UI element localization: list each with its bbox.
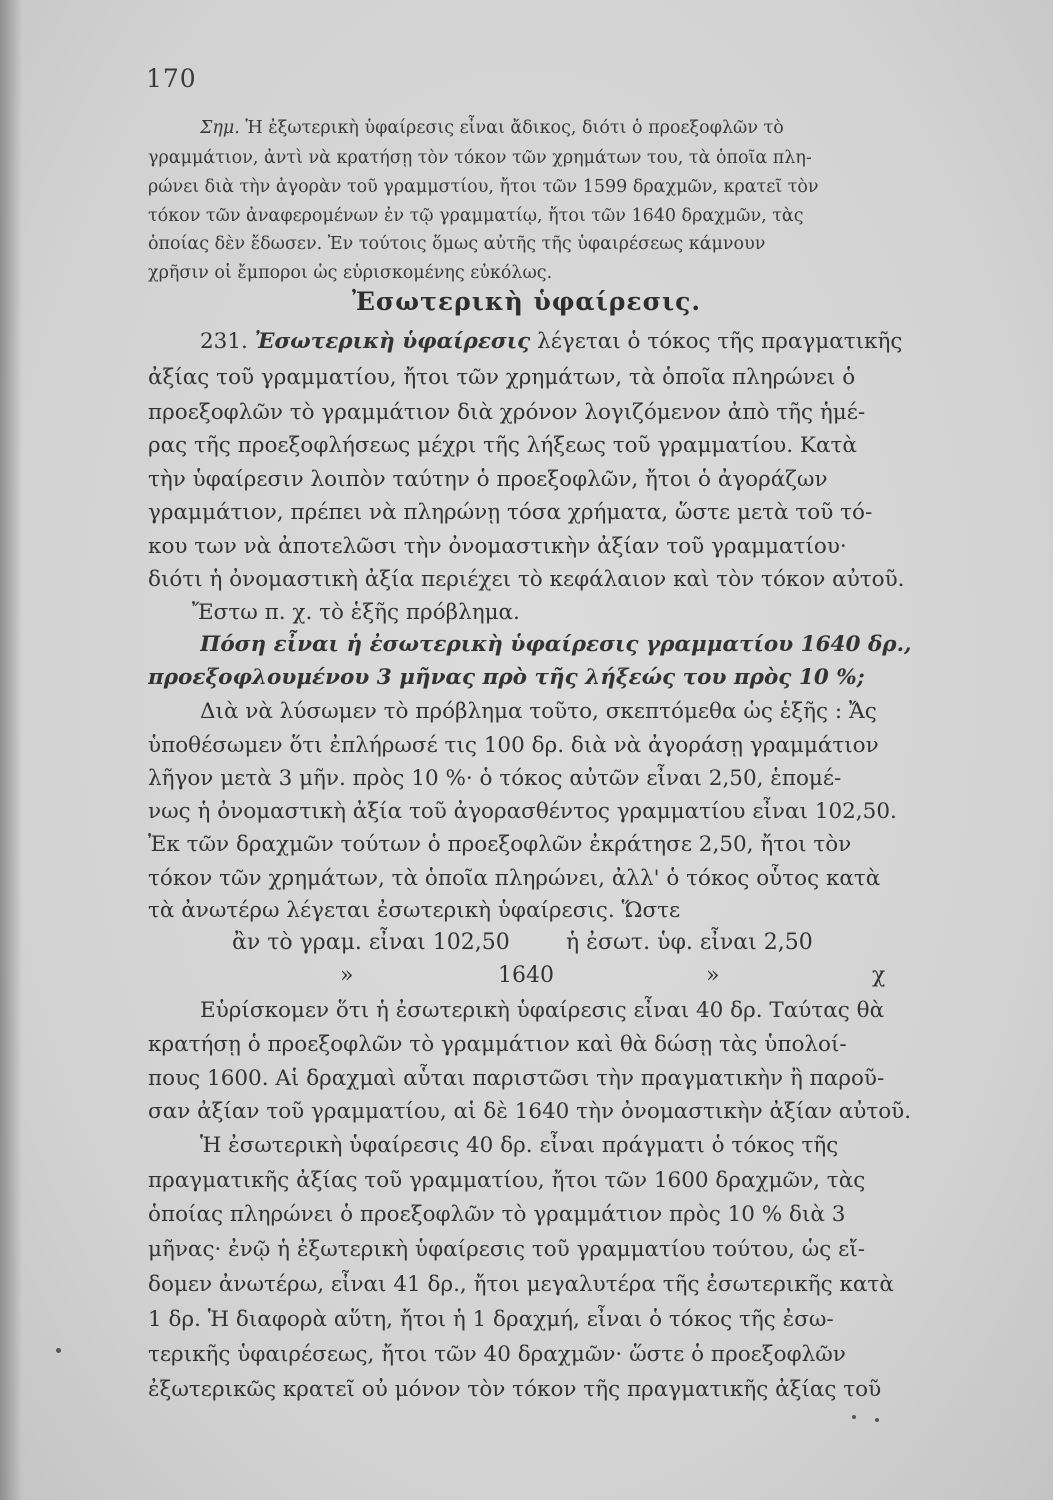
para231-line-2: ἀξίας τοῦ γραμματίου, ἤτοι τῶν χρημάτων, τὰ ὁποῖα πληρώνει ὁ [148,365,856,390]
para231-line-1 [200,327,1043,357]
print-speck [56,1348,61,1353]
note-text: Ἡ ἐξωτερικὴ ὑφαίρεσις εἶναι ἄδικος, διότι ὁ προεξοφλῶν τὸ [245,118,784,138]
para231-line-3: προεξοφλῶν τὸ γραμμάτιον διὰ χρόνον λογιζόμενον ἀπὸ τῆς ἡμέ- [148,400,866,425]
proportion-row1-left: ἂν τὸ γραμ. εἶναι 102,50 [232,930,510,955]
proportion-row2-mark1: » [340,963,354,988]
print-speck [875,1418,879,1422]
note-label: Σημ. [200,118,240,138]
solution-line-3: λῆγον μετὰ 3 μῆν. πρὸς 10 %· ὁ τόκος αὐτῶν εἶναι 2,50, ἑπομέ- [148,766,842,791]
solution-line-6: τόκον τῶν χρημάτων, τὰ ὁποῖα πληρώνει, ἀλλ' ὁ τόκος οὗτος κατὰ [148,866,881,891]
para-number: 231. [200,329,248,354]
result-line-4: σαν ἀξίαν τοῦ γραμματίου, αἱ δὲ 1640 τὴν ὀνομαστικὴν ἀξίαν αὐτοῦ. [148,1099,912,1124]
print-speck [852,1415,856,1419]
solution-line-1: Διὰ νὰ λύσωμεν τὸ πρόβλημα τοῦτο, σκεπτόμεθα ὡς ἑξῆς : Ἄς [200,699,877,724]
para231-line-5: τὴν ὑφαίρεσιν λοιπὸν ταύτην ὁ προεξοφλῶν, ἤτοι ὁ ἀγοράζων [148,467,828,492]
note-line-1 [200,113,1043,143]
para231-line-4: ρας τῆς προεξοφλήσεως μέχρι τῆς λήξεως τοῦ γραμματίου. Κατὰ [148,433,857,458]
proportion-row2-value: 1640 [498,963,554,988]
result-line-7: ὁποίας πληρώνει ὁ προεξοφλῶν τὸ γραμμάτιον πρὸς 10 % διὰ 3 [148,1202,846,1227]
solution-line-2: ὑποθέσωμεν ὅτι ἐπλήρωσέ τις 100 δρ. διὰ νὰ ἀγοράσῃ γραμμάτιον [148,733,879,758]
note-line-6: χρῆσιν οἱ ἔμποροι ὡς εὑρισκομένης εὐκόλως. [148,263,553,283]
note-line-3: ρώνει διὰ τὴν ἀγορὰν τοῦ γραμμστίου, ἤτοι τῶν 1599 δραχμῶν, κρατεῖ τὸν [148,177,819,197]
solution-line-4: νως ἡ ὀνομαστικὴ ἀξία τοῦ ἀγορασθέντος γραμματίου εἶναι 102,50. [148,799,897,824]
result-line-9: δομεν ἀνωτέρω, εἶναι 41 δρ., ἤτοι μεγαλυτέρα τῆς ἐσωτερικῆς κατὰ [148,1272,894,1297]
proportion-row2-unknown: χ [872,963,886,988]
result-line-5: Ἡ ἐσωτερικὴ ὑφαίρεσις 40 δρ. εἶναι πράγματι ὁ τόκος τῆς [200,1133,839,1158]
note-line-4: τόκον τῶν ἀναφερομένων ἐν τῷ γραμματίῳ, ἤτοι τῶν 1640 δραχμῶν, τὰς [148,206,804,226]
solution-line-7: τὰ ἀνωτέρω λέγεται ἐσωτερικὴ ὑφαίρεσις. Ὥστε [148,898,681,923]
page-number: 170 [146,64,197,93]
result-line-11: τερικῆς ὑφαιρέσεως, ἤτοι τῶν 40 δραχμῶν· ὥστε ὁ προεξοφλῶν [148,1342,846,1367]
result-line-12: ἐξωτερικῶς κρατεῖ οὐ μόνον τὸν τόκον τῆς πραγματικῆς ἀξίας τοῦ [148,1377,882,1402]
binding-shadow [0,0,22,1500]
para231-line-8: διότι ἡ ὀνομαστικὴ ἀξία περιέχει τὸ κεφάλαιον καὶ τὸν τόκον αὐτοῦ. [148,567,905,592]
result-line-3: πους 1600. Αἱ δραχμαὶ αὗται παριστῶσι τὴν πραγματικὴν ἢ παροῦ- [148,1066,885,1091]
result-line-8: μῆνας· ἐνῷ ἡ ἐξωτερικὴ ὑφαίρεσις τοῦ γραμματίου τούτου, ὡς εἴ- [148,1237,865,1262]
result-line-6: πραγματικῆς ἀξίας τοῦ γραμματίου, ἤτοι τῶν 1600 δραχμῶν, τὰς [148,1168,866,1193]
para231-line-9: Ἔστω π. χ. τὸ ἑξῆς πρόβλημα. [192,600,520,625]
problem-line-2: προεξοφλουμένου 3 μῆνας πρὸ τῆς λήξεώς του πρὸς 10 %; [148,665,865,690]
result-line-1: Εὑρίσκομεν ὅτι ἡ ἐσωτερικὴ ὑφαίρεσις εἶναι 40 δρ. Ταύτας θὰ [200,998,885,1023]
solution-line-5: Ἐκ τῶν δραχμῶν τούτων ὁ προεξοφλῶν ἐκράτησε 2,50, ἤτοι τὸν [148,832,852,857]
note-line-5: ὁποίας δὲν ἔδωσεν. Ἐν τούτοις ὅμως αὐτῆς τῆς ὑφαιρέσεως κάμνουν [148,234,766,254]
para-first-line: λέγεται ὁ τόκος τῆς πραγματικῆς [537,329,903,354]
problem-line-1: Πόση εἶναι ἡ ἐσωτερικὴ ὑφαίρεσις γραμματίου 1640 δρ., [200,632,912,657]
result-line-10: 1 δρ. Ἡ διαφορὰ αὕτη, ἤτοι ἡ 1 δραχμή, εἶναι ὁ τόκος τῆς ἐσω- [148,1307,834,1332]
proportion-row1-right: ἡ ἐσωτ. ὑφ. εἶναι 2,50 [566,930,813,955]
result-line-2: κρατήσῃ ὁ προεξοφλῶν τὸ γραμμάτιον καὶ θὰ δώσῃ τὰς ὑπολοί- [148,1032,847,1057]
para231-line-6: γραμμάτιον, πρέπει νὰ πληρώνῃ τόσα χρήματα, ὥστε μετὰ τοῦ τό- [148,500,873,525]
note-line-2: γραμμάτιον, ἀντὶ νὰ κρατήσῃ τὸν τόκον τῶν χρημάτων του, τὰ ὁποῖα πλη- [148,148,812,168]
proportion-row2-mark2: » [706,963,720,988]
section-heading: Ἐσωτερικὴ ὑφαίρεσις. [351,287,702,316]
para231-line-7: κου των νὰ ἀποτελῶσι τὴν ὀνομαστικὴν ἀξίαν τοῦ γραμματίου· [148,534,847,559]
para-term: Ἐσωτερικὴ ὑφαίρεσις [254,329,531,354]
